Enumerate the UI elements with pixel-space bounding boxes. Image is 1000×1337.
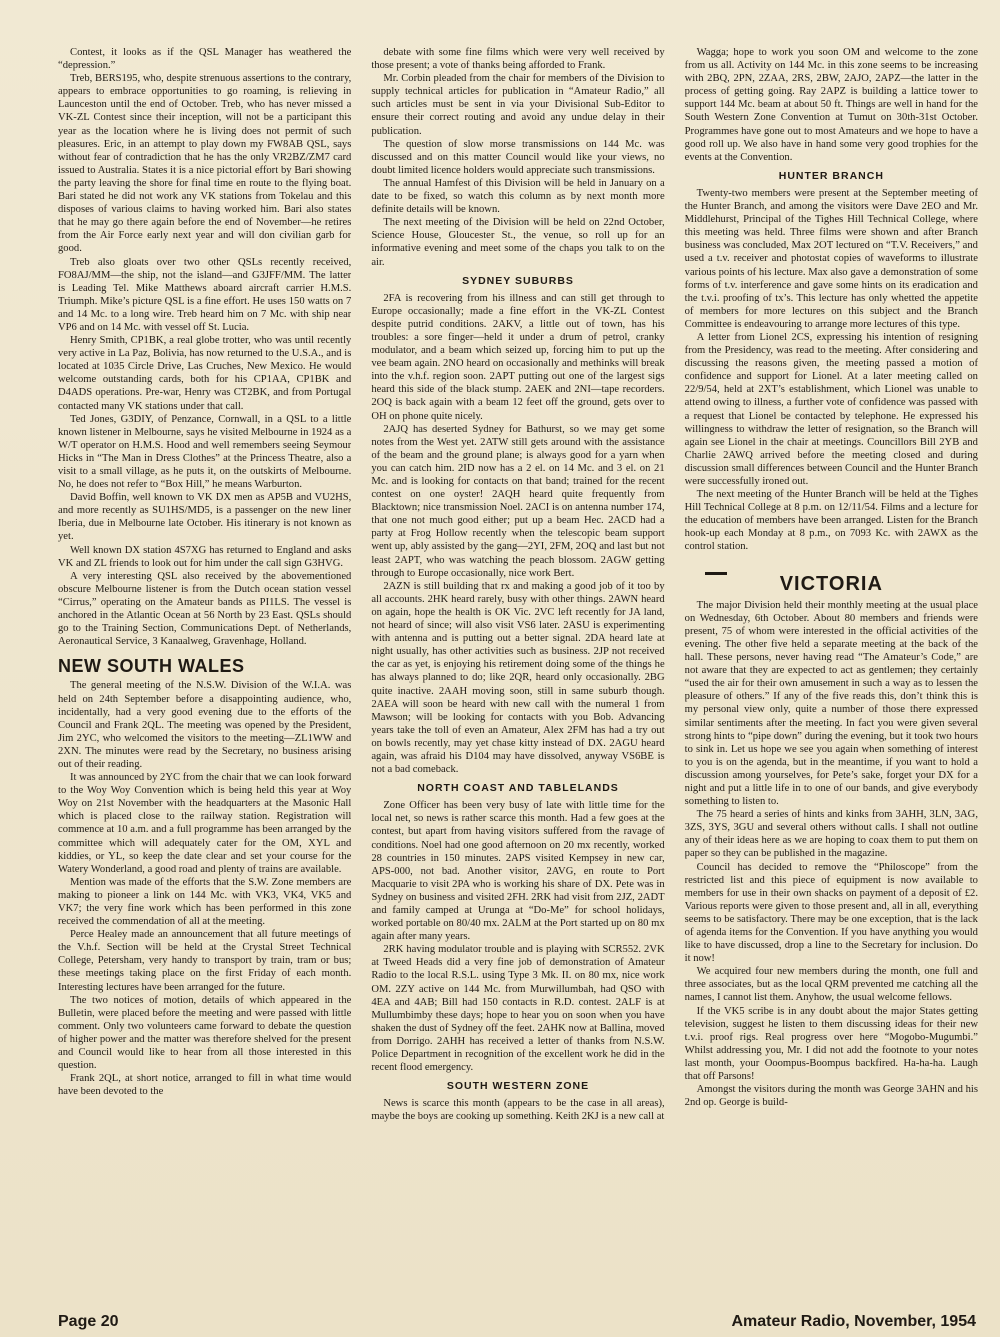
- paragraph: Mr. Corbin pleaded from the chair for members of the Division to supply technical articles for publication in “Amateur Radio,” all such articles must be sent in via your Divisional Sub-Editor to ensure their correct routing and avoid any undue delay in their publication.: [371, 73, 665, 137]
- paragraph: The question of slow morse transmissions on 144 Mc. was discussed and on this matter Council would like your views, no doubt limited licence holders would appreciate such transmissions.: [371, 138, 665, 176]
- hunter-branch-body: [685, 187, 978, 554]
- paragraph: A letter from Lionel 2CS, expressing his intention of resigning from the Presidency, was read to the meeting. After considering and discussing the reasons given, the meeting passed a motion of confidence and support for Lionel. At a later meeting called on 22/9/54, held at 2XT’s establishment, which Lionel was unable to attend owing to illness, a further vote of confidence was passed with a request that Lionel be contacted by telephone. He expressed his willingness to withdraw the letter of resignation, so the Branch will again see Lionel in the chair at meetings. Councillors Bill 2YB and Charlie 2AWQ arrived before the meeting closed and during discussion small differences between Council and the Hunter Branch were successfully ironed out.: [684, 331, 978, 487]
- paragraph: 2RK having modulator trouble and is playing with SCR552. 2VK at Tweed Heads did a very fine job of demonstration of Amateur Radio to the local R.S.L. using Type 3 Mk. II. on 80 mx, nice work OM. 2ZY active on 144 Mc. from Murwillumbah, had QSO with 4EA and 4AB; Bill had 150 contacts in R.D. contest. 2ALF is at Mullumbimby these days; hope to hear you on soon when you have shaken the dust of Sydney off the feet. 2AHK now at Ballina, moved from Dorrigo. 2AHH has received a letter of thanks from N.S.W. Police Department in recognition of the excellent work he did in the recent flood emergency.: [371, 944, 665, 1074]
- paragraph: Zone Officer has been very busy of late with little time for the local net, so news is rather scarce this month. Had a few goes at the contest, but apart from having visitors suffered from the ravage of conditions. Noel had one good afternoon on 20 mx recently, worked 28 countries in 150 minutes. 2APS visited Kempsey in new car, APS-000, not bad. Another visitor, 2AVG, en route to Port Macquarie to visit 2PA who is working his share of DX. Pete was in Sydney on business and visited 2FH. 2RK had visit from 2JZ, 2ADT and family camped at Urunga at “Do-Me” for school holidays, worked portable on 80/40 mx. 2ALM at the Port started up on 80 mx again after many years.: [371, 800, 665, 943]
- paragraph: Council has decided to remove the “Philoscope” from the restricted list and this piece of equipment is now available to members for use in their own shacks on payment of a deposit of £2. Various reports were given to those present and, all in all, everything seems to be satisfactory. There may be one exception, that is the lack of agenda items for the Convention. If you have anything you would like to have discussed, drop a line to the Secretary for inclusion. Do it now!: [684, 861, 978, 965]
- section-heading-south-western-zone: SOUTH WESTERN ZONE: [446, 1080, 590, 1093]
- page-number: Page 20: [58, 1313, 119, 1330]
- paragraph: Treb, BERS195, who, despite strenuous assertions to the contrary, appears to embrace opportunities to go roaming, is relieving in Launceston until the end of October. Treb, who has never missed a VK-ZL Contest since their inception, will not be a participant this year as the location where he is living does not permit of such pleasures. Eric, in an attempt to play down my FW8AB QSL, says without fear of contradiction that he has the only VR2BZ/ZM7 card issued to Australia. States it is a nice pictorial effort by Bari showing the party leaving the shore for final time en route to the flying boat. Bari stated he did not work any VK stations from Tokelau and this disposes of various claims to having worked him. Bari also states that he may go there again before the end of November—he retires from the Air Force early next year and will don civilian garb for good.: [58, 73, 352, 255]
- paragraph: The two notices of motion, details of which appeared in the Bulletin, were placed before the meeting and were passed with little comment. Only two volunteers came forward to debate the question of higher power and the matter was therefore shelved for the present and Council would like to hear from all those interested in this question.: [58, 994, 352, 1072]
- paragraph: 2AZN is still building that rx and making a good job of it too by all accounts. 2HK heard rarely, busy with other things. 2AWN heard on again, hope the health is OK Vic. 2VC left recently for JA land, not heard of since; will also visit VS6 later. 2ASU is experimenting with antenna and is putting out a better signal. 2DA heard late at night usually, has other activities such as business. 2JP not received the car as yet, is enjoying his retirement doing some of the things he has always planned to do; like 2QR, heard only occasionally. 2BG quite inactive. 2AAH moving soon, still in same suburb though. 2AEA will soon be heard with new call with the numeral 1 from Mawson; will be looking for contacts with you Bob. Advancing years take the toll of even an Amateur, Alex 2FM has had a try out on bowls recently, may yet chase kitty instead of DX. 2AGU heard again, was afraid his D104 may have dissolved, anyway VS6BE is not a bad comeback.: [371, 580, 665, 776]
- paragraph: Henry Smith, CP1BK, a real globe trotter, who was until recently very active in La Paz, Bolivia, has now returned to the U.S.A., and is located at 1035 Circle Drive, Las Cruches, New Mexico. He would welcome outstanding cards, both for his CP1AA, CP1BK and D4ADS operations. Pre-war, Henry was CT2BK, and from Portugal contacted many VK stations under that call.: [58, 335, 352, 412]
- paragraph: Mention was made of the efforts that the S.W. Zone members are making to pioneer a link on 144 Mc. with VK3, VK4, VK5 and VK7; the very fine work which has been performed in this zone received the commendation of all at the meeting.: [58, 876, 352, 928]
- section-divider: [705, 572, 727, 575]
- paragraph: News is scarce this month (appears to be the case in all areas), maybe the boys are cooking up something. Keith 2KJ is a new call at: [371, 1098, 665, 1123]
- publication-footer: Amateur Radio, November, 1954: [731, 1313, 976, 1330]
- paragraph: 2FA is recovering from his illness and can still get through to Europe occasionally; made a fine effort in the VK-ZL Contest despite putrid conditions. 2AKV, a little out of town, has his troubles: a sore finger—held it under a drum of petrol, cranky modulator, and a beam which seized up, forcing him to put up the vee beam again. 2NO heard on occasionally and methinks will break into the v.h.f. region soon. 2APT putting out one of the largest sigs heard this side of the black stump. 2AEK and 2NI—tape recorders. 2OQ is back again with a beam 12 feet off the ground, gets over to OH on phone quite nicely.: [371, 292, 665, 422]
- paragraph: A very interesting QSL also received by the abovementioned obscure Melbourne listener is from the Dutch ocean station vessel “Cirrus,” operating on the Amateur bands as PI1LS. The vessel is anchored in the Atlantic Ocean at 56 North by 23 East. QSLs should go to the Training Section, Communications Dept. of Netherlands, Aeronautical Service, 3 Kanaalweg, Gravenhage, Holland.: [58, 570, 352, 648]
- paragraph: The 75 heard a series of hints and kinks from 3AHH, 3LN, 3AG, 3ZS, 3YS, 3GU and several others without calls. I shall not outline any of their ideas here as we are hoping to coax them to put them on paper so they can be published in the magazine.: [684, 809, 978, 860]
- sydney-suburbs-body: [371, 292, 664, 776]
- column-1: [58, 46, 351, 1304]
- victoria-body: [685, 599, 978, 1110]
- paragraph: It was announced by 2YC from the chair that we can look forward to the Woy Woy Convention which is being held this year at Woy Woy on 21st November with the headquarters at the Masonic Hall which is placed close to the railway station. Registration will commence at 10 a.m. and a full programme has been arranged by the committee which will adequately cater for the OM, XYL and kiddies, or YL, so keep the date clear and set your course for the Watery Wonderland, a good road and plenty of trains are available.: [58, 772, 352, 875]
- section-heading-sydney-suburbs: SYDNEY SUBURBS: [462, 274, 574, 287]
- article-columns: [58, 46, 978, 1304]
- paragraph: Wagga; hope to work you soon OM and welcome to the zone from us all. Activity on 144 Mc. in this zone seems to be increasing with 2BQ, 2PN, 2ZAA, 2RS, 2BW, 2AJO, 2APZ—the latter in the process of getting going. Ray 2APZ is building a lattice tower to support 144 Mc. beam at about 50 ft. Things are well in hand for the South Western Zone Convention at Tumut on 30th-31st October. Programmes have gone out to most Amateurs and we hope to have a good roll up. We also have in hand some very good trophies for the events at the Convention.: [684, 47, 978, 163]
- column-2: [371, 46, 664, 1304]
- nsw-section-body: [58, 679, 351, 1098]
- section-heading-nsw: NEW SOUTH WALES: [58, 656, 245, 677]
- paragraph: The major Division held their monthly meeting at the usual place on Wednesday, 6th October. About 80 members and friends were present, 75 of whom were interested in the official activities of the evening. The other five held a separate meeting at the back of the hall. These persons, never having read “The Amateur’s Code,” are not aware that they are expected to act as gentlemen; they certainly “used the air for their own amusement in such a way as to lessen the pleasure of others.” If any of the five reads this, don’t think this is my personal view only, quite a number of those there expressed similar sentiments after the meeting. In fact you were given several strong hints to “pipe down” during the evening, but it took two hours to sink in. Let us hope we see you again when something of interest to you is on the agenda, but in the meantime, if you want to hold a discussion among yourselves, for Pete’s sake, forget your DX for a night and put a little life in to one of our bands, and give everybody something to listen to.: [684, 599, 978, 808]
- paragraph: Ted Jones, G3DIY, of Penzance, Cornwall, in a QSL to a little known listener in Melbourne, says he visited Melbourne in 1924 as a W/T operator on H.M.S. Hood and well remembers seeing Seymour Hicks in “The Man in Dress Clothes” at the Princess Theatre, also a visit to a small village, as he puts it, on the outskirts of Melbourne. No, he does not refer to “Box Hill,” he means Warburton.: [58, 413, 352, 491]
- paragraph: David Boffin, well known to VK DX men as AP5B and VU2HS, and more recently as SU1HS/MD5, is a passenger on the new liner Iberia, due in Melbourne late October. His itinerary is not known as yet.: [58, 492, 352, 543]
- paragraph: Contest, it looks as if the QSL Manager has weathered the “depression.”: [58, 47, 352, 72]
- paragraph: Twenty-two members were present at the September meeting of the Hunter Branch, and among the visitors were Dave 2EO and Mr. Middlehurst, Principal of the Tighes Hill Technical College, where this meeting was held. Three films were shown and after Branch business was concluded, Max 2OT lectured on “T.V. Receivers,” and used a t.v. receiver and photostat copies of waveforms to illustrate various points of his lecture. Max also gave a demonstration of some forms of t.v. interference and gave some hints on its eradication and the t.v.i. proofing of tx’s. This lecture has only whetted the appetite of members for more lectures on this subject and the Branch Committee is endeavouring to arrange more lectures of this type.: [684, 187, 978, 330]
- column-1-intro: [58, 46, 351, 648]
- section-heading-north-coast: NORTH COAST AND TABLELANDS: [417, 782, 619, 795]
- paragraph: Amongst the visitors during the month was George 3AHN and his 2nd op. George is build-: [684, 1084, 978, 1109]
- paragraph: Well known DX station 4S7XG has returned to England and asks VK and ZL friends to look out for him under the call sign G3HVG.: [58, 544, 352, 569]
- column-3-intro: [685, 46, 978, 164]
- paragraph: We acquired four new members during the month, one full and three associates, but as the local QRM prevented me catching all the names, I cannot list them. Anyhow, the usual welcome fellows.: [684, 966, 978, 1004]
- section-heading-victoria: VICTORIA: [779, 572, 883, 595]
- column-3: [685, 46, 978, 1304]
- north-coast-body: [371, 799, 664, 1074]
- paragraph: If the VK5 scribe is in any doubt about the major States getting television, suggest he listen to them discussing ideas for their new t.v.i. proof rigs. Real progress over here “Mogobo-Mugumbi.” Whilst addressing you, Mr. I did not add the footnote to your notes last month, your Ooompus-Boompus backfired. Ha-ha-ha. Laugh that off Parsons!: [684, 1005, 978, 1083]
- paragraph: Frank 2QL, at short notice, arranged to fill in what time would have been devoted to the: [58, 1073, 352, 1098]
- paragraph: Perce Healey made an announcement that all future meetings of the V.h.f. Section will be held at the Crystal Street Technical College, Petersham, very handy to transport by train, tram or bus; these meetings taking place on the first Friday of each month. Interesting lectures have been arranged for the future.: [58, 929, 352, 993]
- paragraph: The next meeting of the Hunter Branch will be held at the Tighes Hill Technical College at 8 p.m. on 12/11/54. Films and a lecture for the education of members have been arranged. Listen for the Branch hook-up each Monday at 8 p.m., on 7093 Kc. with 2AWX as the control station.: [684, 489, 978, 553]
- section-heading-hunter-branch: HUNTER BRANCH: [778, 169, 884, 182]
- paragraph: debate with some fine films which were very well received by those present; a vote of thanks being afforded to Frank.: [371, 47, 665, 72]
- paragraph: The next meeting of the Division will be held on 22nd October, Science House, Gloucester St., the venue, so roll up for an informative evening and meet some of the chaps you talk to on the air.: [371, 217, 665, 268]
- paragraph: The annual Hamfest of this Division will be held in January on a date to be fixed, so watch this column as by next month more definite details will be known.: [371, 177, 665, 216]
- paragraph: The general meeting of the N.S.W. Division of the W.I.A. was held on 24th September before a disappointing audience, who, incidentally, had a very good evening due to the efforts of the Council and Frank 2QL. The meeting was opened by the President, Jim 2YC, who welcomed the visitors to the meeting—ZL1WW and 2XN. The minutes were read by the Secretary, no business arising out of their reading.: [58, 680, 352, 770]
- paragraph: Treb also gloats over two other QSLs recently received, FO8AJ/MM—the ship, not the island—and G3JFF/MM. The latter is Leading Tel. Mike Matthews aboard aircraft carrier H.M.S. Triumph. Mike’s picture QSL is a fine effort. He uses 150 watts on 7 and 14 Mc. to a long wire. Treb heard him on 7 Mc. with ship near VP6 and on 14 Mc. with vessel off St. Lucia.: [58, 256, 352, 333]
- paragraph: 2AJQ has deserted Sydney for Bathurst, so we may get some notes from the West yet. 2ATW still gets around with the assistance of the beam and the ground plane; is always good for a yarn when you can catch him. 2ID now has a 2 el. on 14 Mc. and 3 el. on 21 Mc. and is looking for contacts on that band; trained for the recent contest on one oyster! 2AQH heard quite frequently from Blacktown; nice transmission Noel. 2ACI is on antenna number 174, that one not much good either; put up a beam Hec. 2ACD had a party at Frog Hollow recently when the telescopic beam support went up, ably assisted by the gang—2YI, 2FM, 2OQ and last but not least 2APT, who was watching the peach blossom. 2AGW getting through to Europe occasionally, nice work Bert.: [371, 423, 665, 579]
- south-western-zone-body: [371, 1097, 664, 1123]
- column-2-intro: [371, 46, 664, 269]
